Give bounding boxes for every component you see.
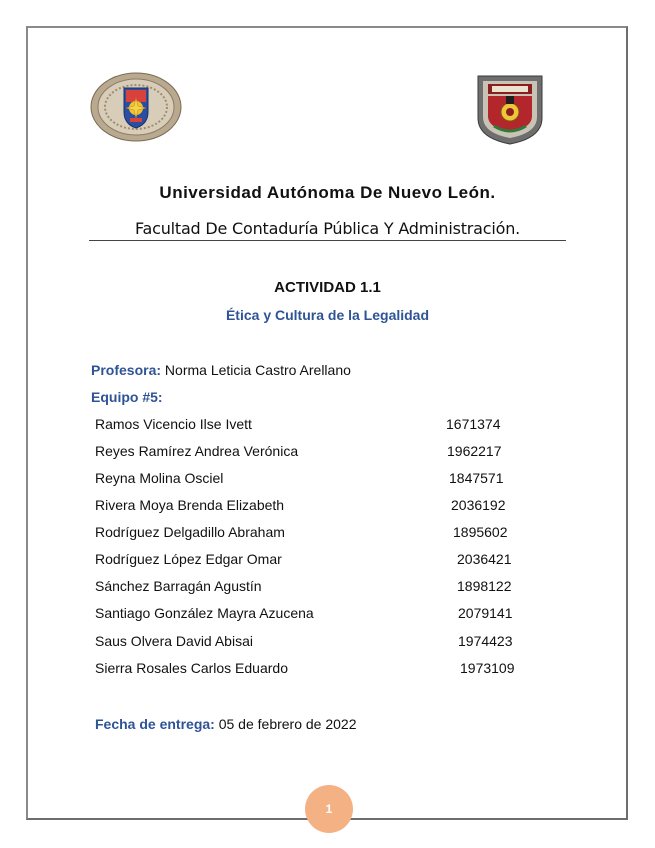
member-name: Rodríguez López Edgar Omar — [95, 551, 282, 567]
member-id: 1847571 — [449, 470, 504, 486]
member-id: 2079141 — [458, 605, 513, 621]
member-name: Ramos Vicencio Ilse Ivett — [95, 416, 252, 432]
uanl-seal-icon — [90, 72, 182, 142]
university-title: Universidad Autónoma De Nuevo León. — [159, 183, 496, 202]
member-name: Reyes Ramírez Andrea Verónica — [95, 443, 299, 459]
member-id: 1973109 — [460, 660, 515, 676]
faculty-title: Facultad De Contaduría Pública Y Administración. — [134, 219, 521, 238]
page-number-badge: 1 — [305, 785, 353, 833]
member-id: 1974423 — [458, 633, 513, 649]
member-id: 2036192 — [451, 497, 506, 513]
member-id: 2036421 — [457, 551, 512, 567]
member-id: 1895602 — [453, 524, 508, 540]
fcpya-crest-icon — [472, 72, 548, 146]
subject-title: Ética y Cultura de la Legalidad — [225, 307, 430, 323]
delivery-date-value: 05 de febrero de 2022 — [218, 716, 357, 732]
member-name: Santiago González Mayra Azucena — [95, 605, 314, 621]
member-id: 1898122 — [457, 578, 512, 594]
activity-title: ACTIVIDAD 1.1 — [274, 279, 381, 296]
member-name: Saus Olvera David Abisai — [95, 633, 253, 649]
delivery-date-line — [95, 716, 357, 732]
member-name: Rivera Moya Brenda Elizabeth — [95, 497, 285, 513]
professor-line — [91, 362, 351, 378]
professor-name: Norma Leticia Castro Arellano — [164, 362, 351, 378]
member-id: 1671374 — [446, 416, 501, 432]
title-divider — [89, 240, 566, 241]
member-name: Sierra Rosales Carlos Eduardo — [95, 660, 288, 676]
member-id: 1962217 — [447, 443, 502, 459]
member-name: Sánchez Barragán Agustín — [95, 578, 262, 594]
member-name: Rodríguez Delgadillo Abraham — [95, 524, 285, 540]
member-name: Reyna Molina Osciel — [95, 470, 224, 486]
professor-label: Profesora: — [91, 362, 162, 378]
delivery-date-label: Fecha de entrega: — [95, 716, 215, 732]
team-label: Equipo #5: — [91, 389, 163, 405]
